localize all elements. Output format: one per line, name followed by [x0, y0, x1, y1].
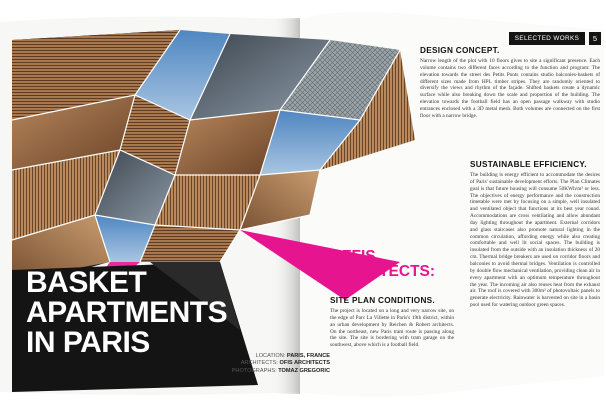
headline-line-3-wrap	[26, 328, 150, 358]
credit-location-label: LOCATION:	[255, 353, 286, 359]
credit-location-value: PARIS, FRANCE	[286, 353, 330, 359]
firm-name-line-1: OFFIS	[330, 248, 376, 265]
site-plan-section	[330, 296, 454, 349]
firm-name	[330, 249, 435, 279]
design-concept-section	[420, 46, 600, 120]
design-concept-body: Narrow length of the plot with 10 floors gives to site a significant presence. Each volume contains two different faces according to the function and program: The elevation towards the street des Petits Ponts contains studio balconies-baskets of different sizes made from HPL timber stripes. They are randomly oriented to diversify the views and rhythm of the façade. Shifted baskets create a dynamic surface while also breaking down the scale and proportion of the building. The elevation towards the football field has an open passage walkway with studio entrances enclosed with a 3D metal mesh. Both volumes are connected on the first floor with a narrow bridge.	[420, 58, 600, 119]
headline-line-3: IN PARIS	[26, 326, 150, 359]
credit-architects-value: OFIS ARCHITECTS	[279, 360, 330, 367]
headline-line-2: APARTMENTS	[26, 296, 228, 329]
site-plan-body: The project is located on a long and very narrow site, on the edge of Parc La Villette in Paris's 19th district, within an urban development by Reichen & Robert architects. On the northeast, new Paris tram route is passing along the site. The site is bordering with tram garage on the southwest, above which is a football field.	[330, 308, 454, 349]
section-tab	[509, 32, 599, 45]
credit-architects-label: ARCHITECTS:	[240, 360, 278, 367]
credit-photographs	[180, 368, 330, 375]
credit-location	[180, 353, 330, 360]
sustainable-body: The building is energy efficient to accommodate the desires of Paris' sustainable development efforts. The Plan Climates goal is that future housing will consume 50KWh/m² or less. The objectives of energy performance and the construction timetable were met by focusing on a simple, well insulated and ventilated object that functions at its best year round. Accommodations are cross ventilating and allow abundant day lighting throughout the apartment. External corridors and glass staircases also promote natural lighting in the common circulation, affording energy while also creating comfortable and well lit social spaces. The building is insulated from the outside with an insulation thickness of 20 cm. Thermal bridge breakers are used on corridor floors and balconies to avoid thermal bridges. Ventilation is controlled by double flow mechanical ventilation, providing clean air in every apartment with an optimum temperature throughout the year. The incoming air also reuses heat from the exhaust air. The roof is covered with 300m² of photovoltaic panels to generate electricity. Rainwater is harvested on site in a basin pool used for watering outdoor green spaces.	[470, 172, 600, 309]
page-number: 5	[592, 34, 598, 43]
firm-name-line-2: ARCHITECTS:	[330, 263, 436, 280]
credit-architects	[180, 360, 330, 367]
credit-photographs-label: PHOTOGRAPHS:	[231, 367, 277, 374]
headline	[26, 268, 146, 298]
credit-photographs-value: TOMAZ GREGORIC	[278, 367, 330, 374]
site-plan-heading: SITE PLAN CONDITIONS.	[330, 296, 436, 305]
headline-line-1: BASKET	[26, 266, 147, 299]
sustainable-heading: SUSTAINABLE EFFICIENCY.	[470, 160, 587, 169]
design-concept-heading: DESIGN CONCEPT.	[420, 46, 500, 55]
sustainable-section	[470, 160, 600, 309]
credits	[180, 353, 330, 375]
headline-line-2-wrap	[26, 298, 227, 328]
section-label: SELECTED WORKS	[514, 35, 580, 42]
